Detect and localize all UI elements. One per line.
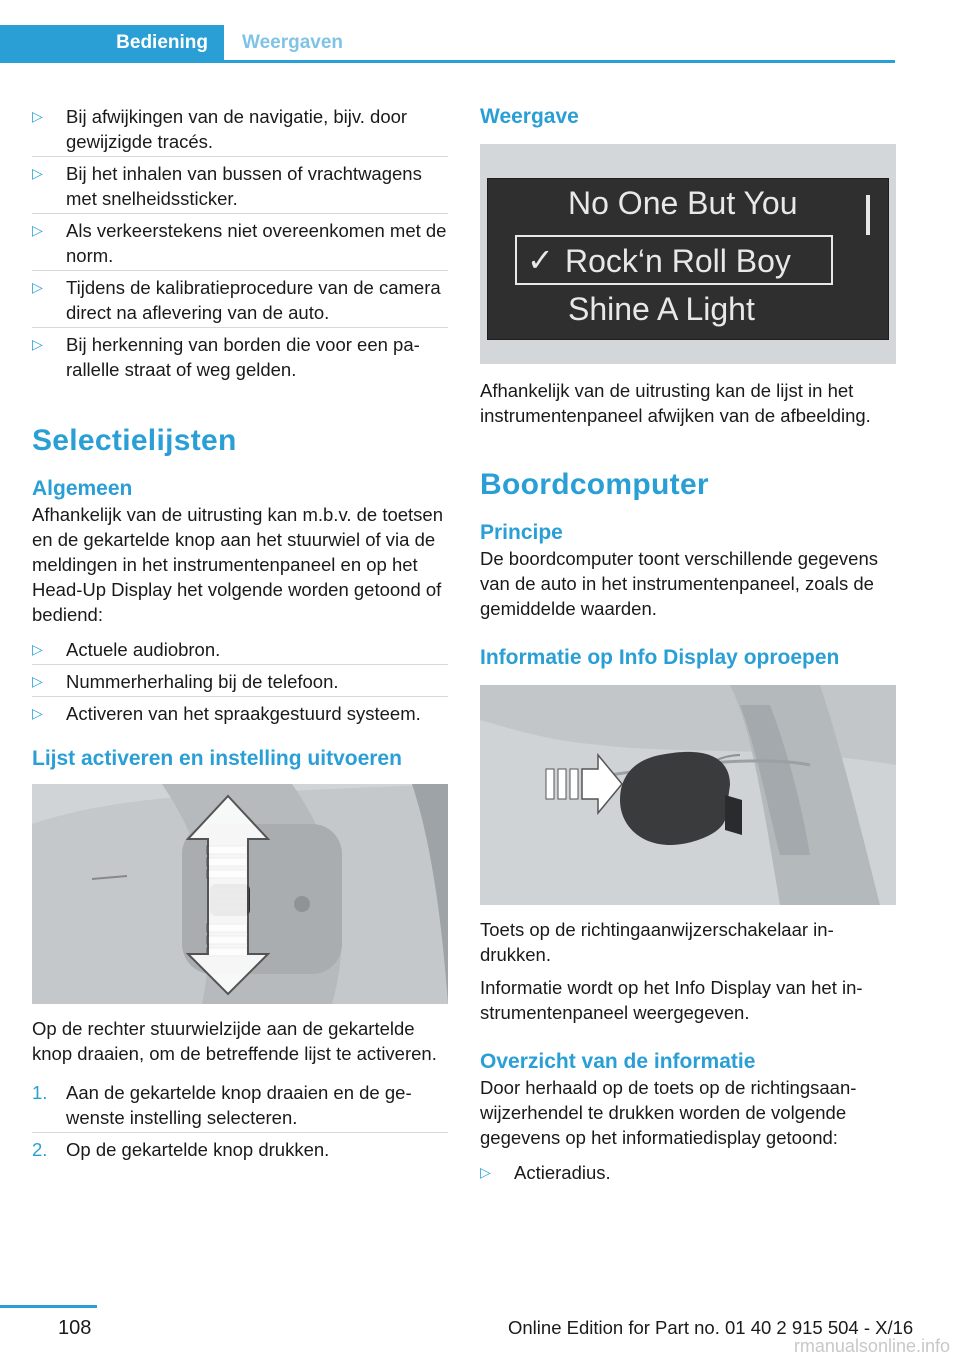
header-tabs xyxy=(0,25,895,63)
triangle-bullet-icon: ▷ xyxy=(32,641,43,657)
section-title-boordcomputer: Boordcomputer xyxy=(480,468,709,501)
list-item: ▷ Actieradius. xyxy=(480,1162,611,1183)
heading-principe: Principe xyxy=(480,521,563,544)
heading-algemeen: Algemeen xyxy=(32,477,133,500)
watermark: rmanualsonline.info xyxy=(793,1336,950,1356)
page-number: 108 xyxy=(58,1317,92,1339)
list-item: ▷ Nummerherhaling bij de telefoon. xyxy=(32,664,448,696)
checkmark-icon: ✓ xyxy=(527,242,554,278)
list-item: ▷ Bij het inhalen van bussen of vrachtwagens met snelheidssticker. xyxy=(32,156,448,213)
bullet-list-mid xyxy=(32,633,448,728)
overzicht-text: Door herhaald op de toets op de richtingsaanwijzerhendel te drukken worden de volgende gegevens op het informatiedisplay getoond: xyxy=(480,1077,857,1148)
triangle-bullet-icon: ▷ xyxy=(32,705,43,721)
left-column xyxy=(32,100,448,1164)
tab-weergaven[interactable]: Weergaven xyxy=(242,32,344,53)
step-item: 1. Aan de gekartelde knop draaien en de gewenste instelling selecteren. xyxy=(32,1082,412,1128)
list-item: ▷ Tijdens de kalibratieprocedure van de camera direct na aflevering van de auto. xyxy=(32,270,448,327)
triangle-bullet-icon: ▷ xyxy=(32,222,43,238)
triangle-bullet-icon: ▷ xyxy=(32,165,43,181)
tab-bediening[interactable]: Bediening xyxy=(0,25,224,60)
info-text-1: Toets op de richtingaanwijzerschakelaar indrukken. xyxy=(480,919,834,965)
heading-overzicht: Overzicht van de informatie xyxy=(480,1050,756,1073)
turn-signal-figure xyxy=(480,685,896,905)
steering-wheel-figure xyxy=(32,784,448,1004)
display-item-1: No One But You xyxy=(568,185,798,221)
display-item-2: Rock‘n Roll Boy xyxy=(565,243,791,279)
triangle-bullet-icon: ▷ xyxy=(32,336,43,352)
list-item: ▷ Actuele audiobron. xyxy=(32,639,221,660)
edition-note: Online Edition for Part no. 01 40 2 915 504 - X/16 xyxy=(508,1317,914,1338)
bullet-list-top xyxy=(32,100,448,384)
weergave-caption: Afhankelijk van de uitrusting kan de lijst in het instrumentenpaneel afwijken van de afbeelding. xyxy=(480,380,871,426)
heading-lijst-activeren: Lijst activeren en instelling uitvoeren xyxy=(32,747,402,770)
principe-text: De boordcomputer toont verschillende gegevens van de auto in het instrumentenpaneel, zoals de gemiddelde waarden. xyxy=(480,548,878,619)
heading-info-display: Informatie op Info Display oproepen xyxy=(480,646,840,669)
footer-rule xyxy=(0,1305,97,1308)
steering-wheel-illustration xyxy=(32,784,448,1004)
triangle-bullet-icon: ▷ xyxy=(32,673,43,689)
list-item: ▷ Als verkeerstekens niet overeenkomen met de norm. xyxy=(32,213,448,270)
display-item-3: Shine A Light xyxy=(568,291,755,327)
algemeen-text: Afhankelijk van de uitrusting kan m.b.v. de toetsen en de gekartelde knop aan het stuurwiel of via de meldingen in het instrumentenpaneel en op het Head-Up Display het volgende worden getoond of bediend: xyxy=(32,504,444,625)
triangle-bullet-icon: ▷ xyxy=(32,279,43,295)
display-screen xyxy=(487,178,889,340)
list-item: ▷ Bij afwijkingen van de navigatie, bijv. door gewijzigde tracés. xyxy=(32,106,408,152)
triangle-bullet-icon: ▷ xyxy=(32,108,43,124)
list-item: ▷ Bij herkenning van borden die voor een parallelle straat of weg gelden. xyxy=(32,327,448,384)
turn-signal-lever-illustration xyxy=(480,685,896,905)
triangle-bullet-icon: ▷ xyxy=(480,1164,491,1180)
heading-weergave: Weergave xyxy=(480,105,579,128)
scrollbar-indicator xyxy=(866,195,870,235)
list-item: ▷ Activeren van het spraakgestuurd systeem. xyxy=(32,696,448,728)
step-item: 2. Op de gekartelde knop drukken. xyxy=(32,1132,448,1164)
section-title-selectielijsten: Selectielijsten xyxy=(32,424,237,457)
bullet-list-bottom xyxy=(480,1156,896,1187)
steps-list xyxy=(32,1076,448,1164)
figure-caption: Op de rechter stuurwielzijde aan de gekartelde knop draaien, om de betreffende lijst te activeren. xyxy=(32,1018,437,1064)
display-selected-item xyxy=(515,235,833,285)
display-figure xyxy=(480,144,896,364)
right-column xyxy=(480,100,896,1187)
info-text-2: Informatie wordt op het Info Display van het instrumentenpaneel weergegeven. xyxy=(480,977,863,1023)
